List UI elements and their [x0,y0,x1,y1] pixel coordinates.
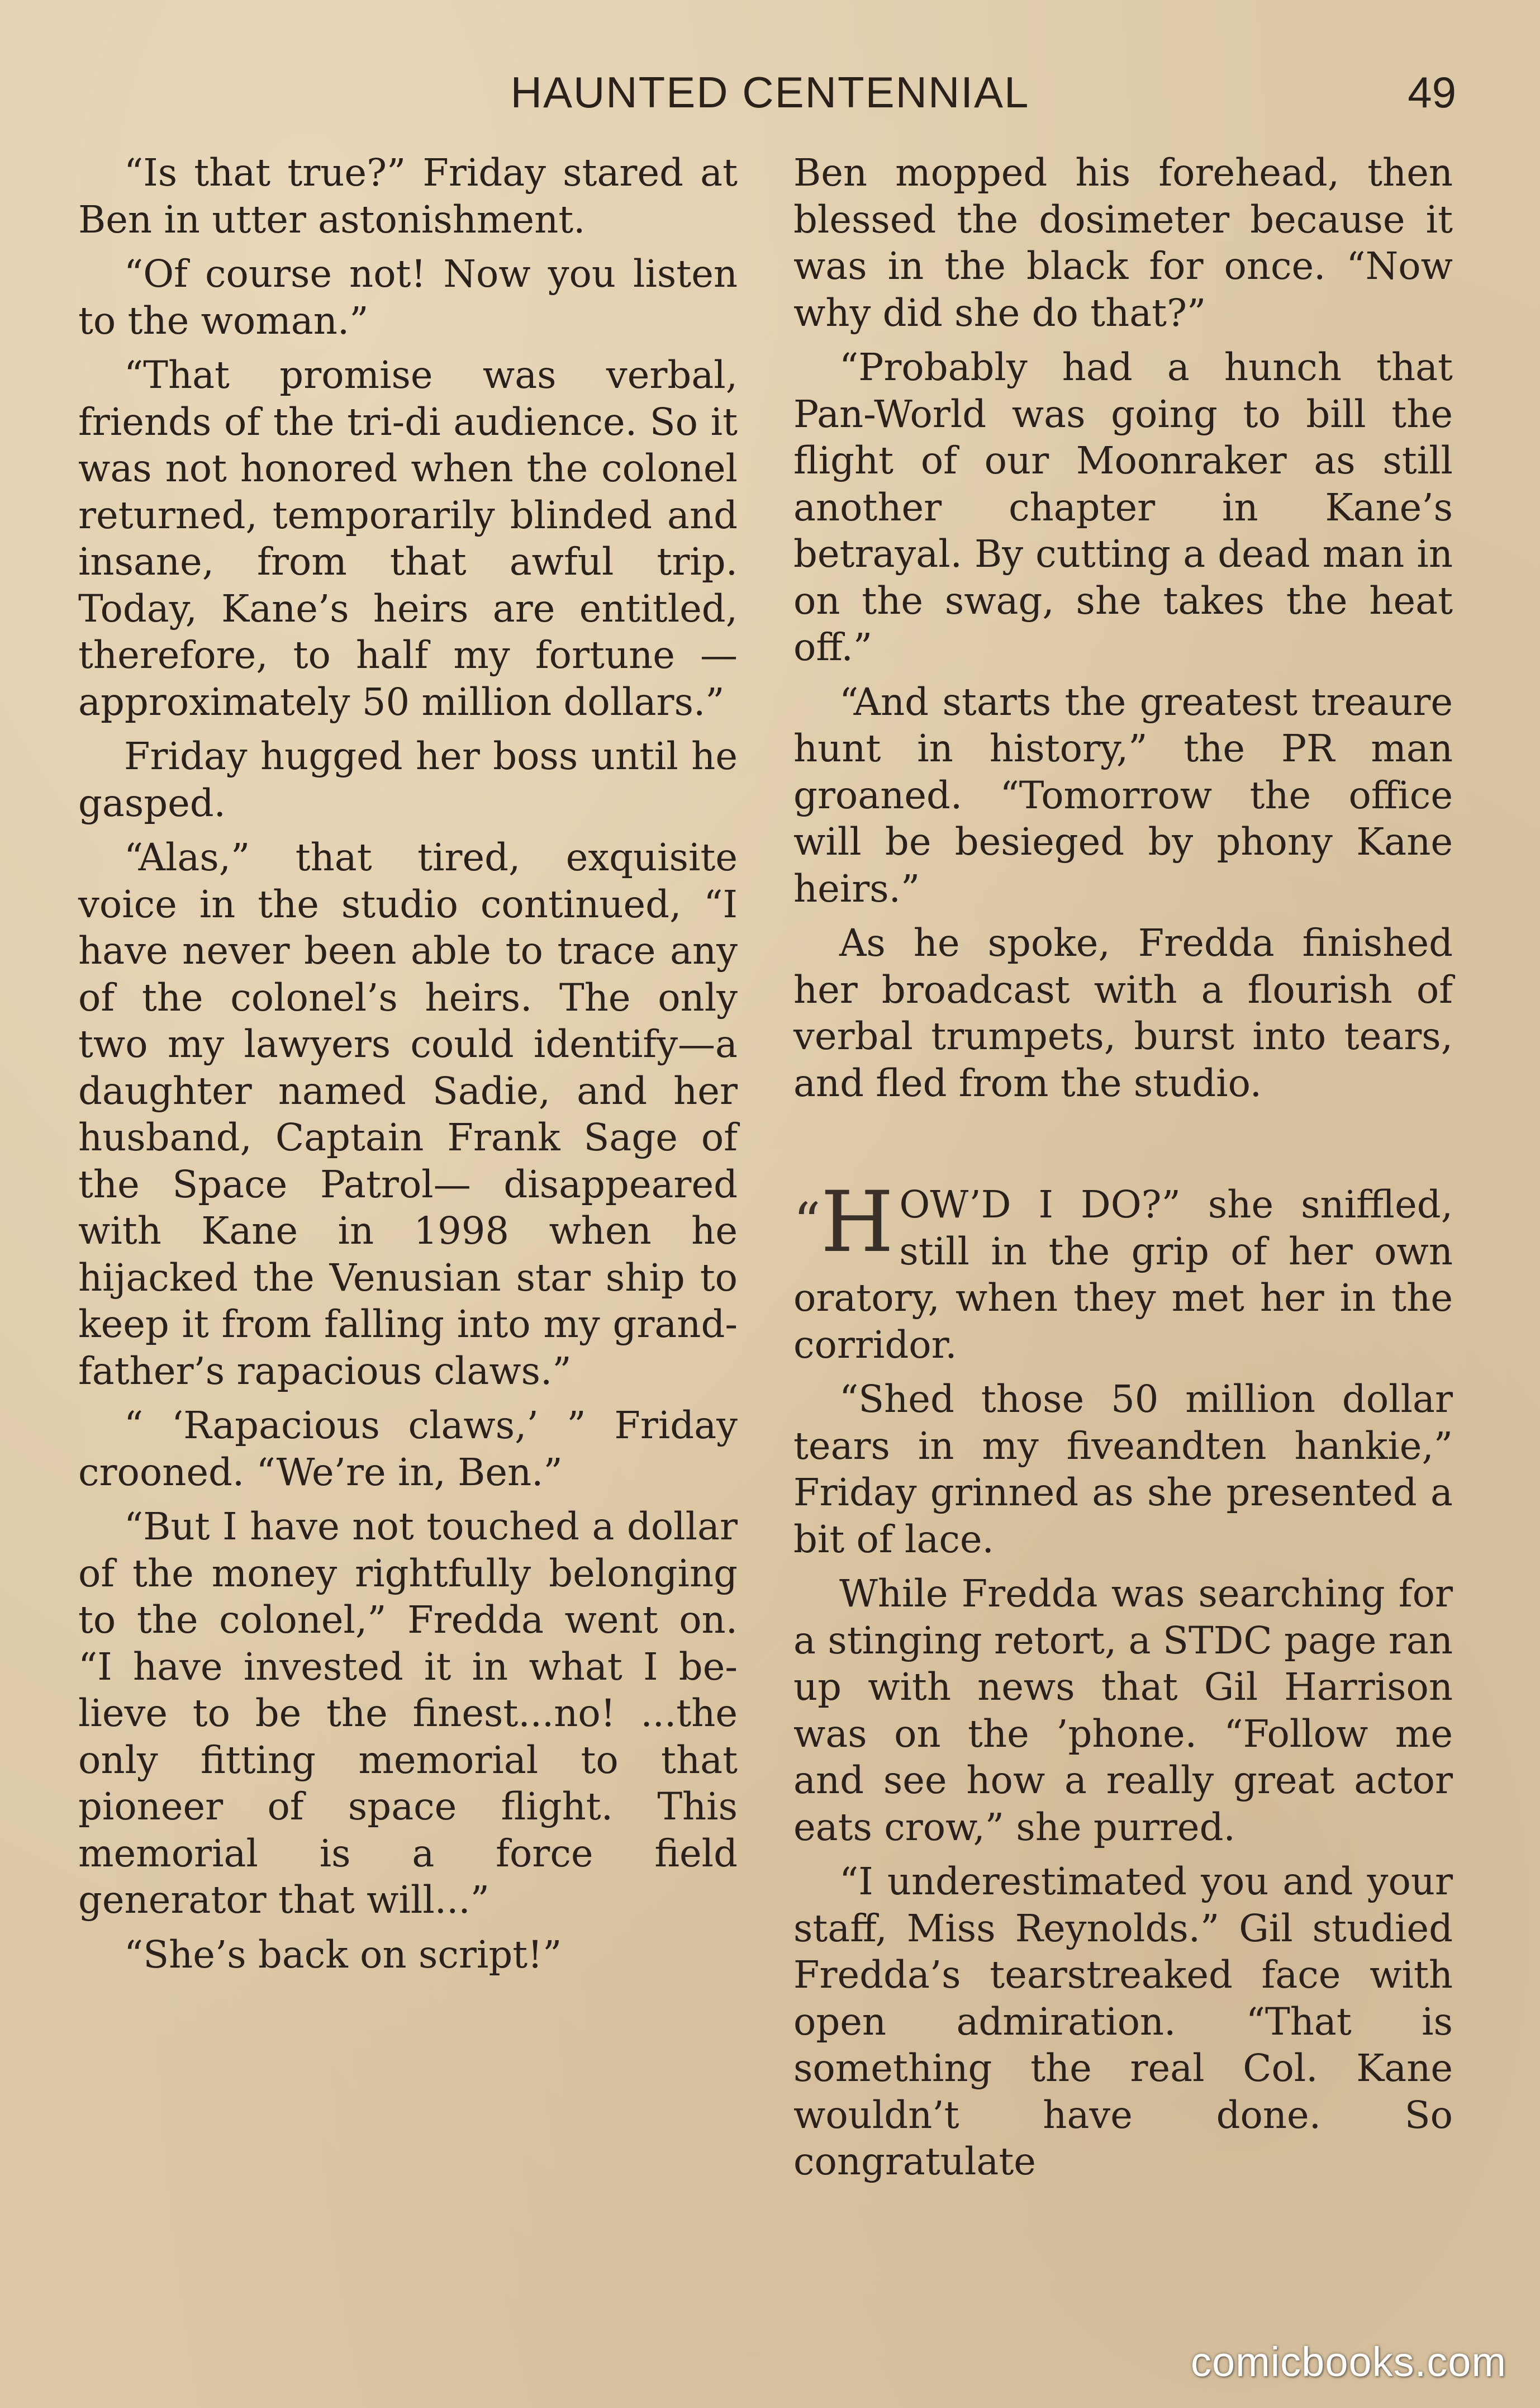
page-number: 49 [1408,68,1456,117]
paragraph: “That promise was verbal, friends of the tri-di audience. So it was not honored when the colonel returned, temporarily blinded and insane, from that awful trip. Today, Kane’s heirs are entitled, therefore, to half my fortune —approximately 50 million dollars.” [78,353,738,724]
paragraph: “Alas,” that tired, exquisite voice in the studio continued, “I have never been able to trace any of the colonel’s heirs. The only two my lawyers could identify—a daughter named Sadie, and her husband, Captain Frank Sage of the Space Patrol— disappeared with Kane in 1998 when he hijacked the Venusian star ship to keep it from falling into my grandfather’s rapacious claws.” [78,836,738,1393]
section-break [793,1115,1453,1182]
paragraph: “Of course not! Now you listen to the woman.” [78,252,738,343]
right-column [793,150,1453,2193]
paragraph: “ ‘Rapacious claws,’ ” Friday crooned. “We’re in, Ben.” [78,1404,738,1494]
dropcap-paragraph: “H OW’D I DO?” she sniffled, still in the grip of her own oratory, when they met her in the corridor. [793,1174,1453,1367]
paragraph: “Shed those 50 million dollar tears in my fiveandten hankie,” Friday grinned as she presented a bit of lace. [793,1377,1453,1561]
page-header [0,67,1540,129]
paragraph: “Probably had a hunch that Pan-World was going to bill the flight of our Moonraker as still another chapter in Kane’s betrayal. By cutting a dead man in on the swag, she takes the heat off.” [793,345,1453,669]
left-column [78,150,738,1986]
paragraph: “And starts the greatest treaure hunt in history,” the PR man groaned. “Tomorrow the office will be besieged by phony Kane heirs.” [793,680,1453,911]
paragraph: “She’s back on script!” [124,1932,562,1976]
paragraph: “But I have not touched a dollar of the money rightfully belonging to the colonel,” Fredda went on. “I have invested it in what I believe to be the finest...no! ...the only fitting memorial to that pioneer of space flight. This memorial is a force field generator that will...” [78,1505,738,1922]
paragraph: “I underestimated you and your staff, Miss Reynolds.” Gil studied Fredda’s tearstreaked face with open admiration. “That is something the real Col. Kane wouldn’t have done. So congratulate [793,1860,1453,2183]
paragraph: As he spoke, Fredda finished her broadcast with a flourish of verbal trumpets, burst into tears, and fled from the studio. [793,921,1453,1105]
drop-cap: “H [793,1174,894,1271]
running-title: HAUNTED CENTENNIAL [510,68,1030,117]
paragraph: Friday hugged her boss until he gasped. [78,734,738,825]
paragraph: “Is that true?” Friday stared at Ben in utter astonishment. [78,151,738,241]
paragraph: While Fredda was searching for a stinging retort, a STDC page ran up with news that Gil Harrison was on the ’phone. “Follow me and see how a really great actor eats crow,” she purred. [793,1572,1453,1849]
paragraph: Ben mopped his forehead, then blessed the dosimeter because it was in the black for once. “Now why did she do that?” [793,151,1453,335]
watermark: comicbooks.com [1190,2339,1506,2385]
